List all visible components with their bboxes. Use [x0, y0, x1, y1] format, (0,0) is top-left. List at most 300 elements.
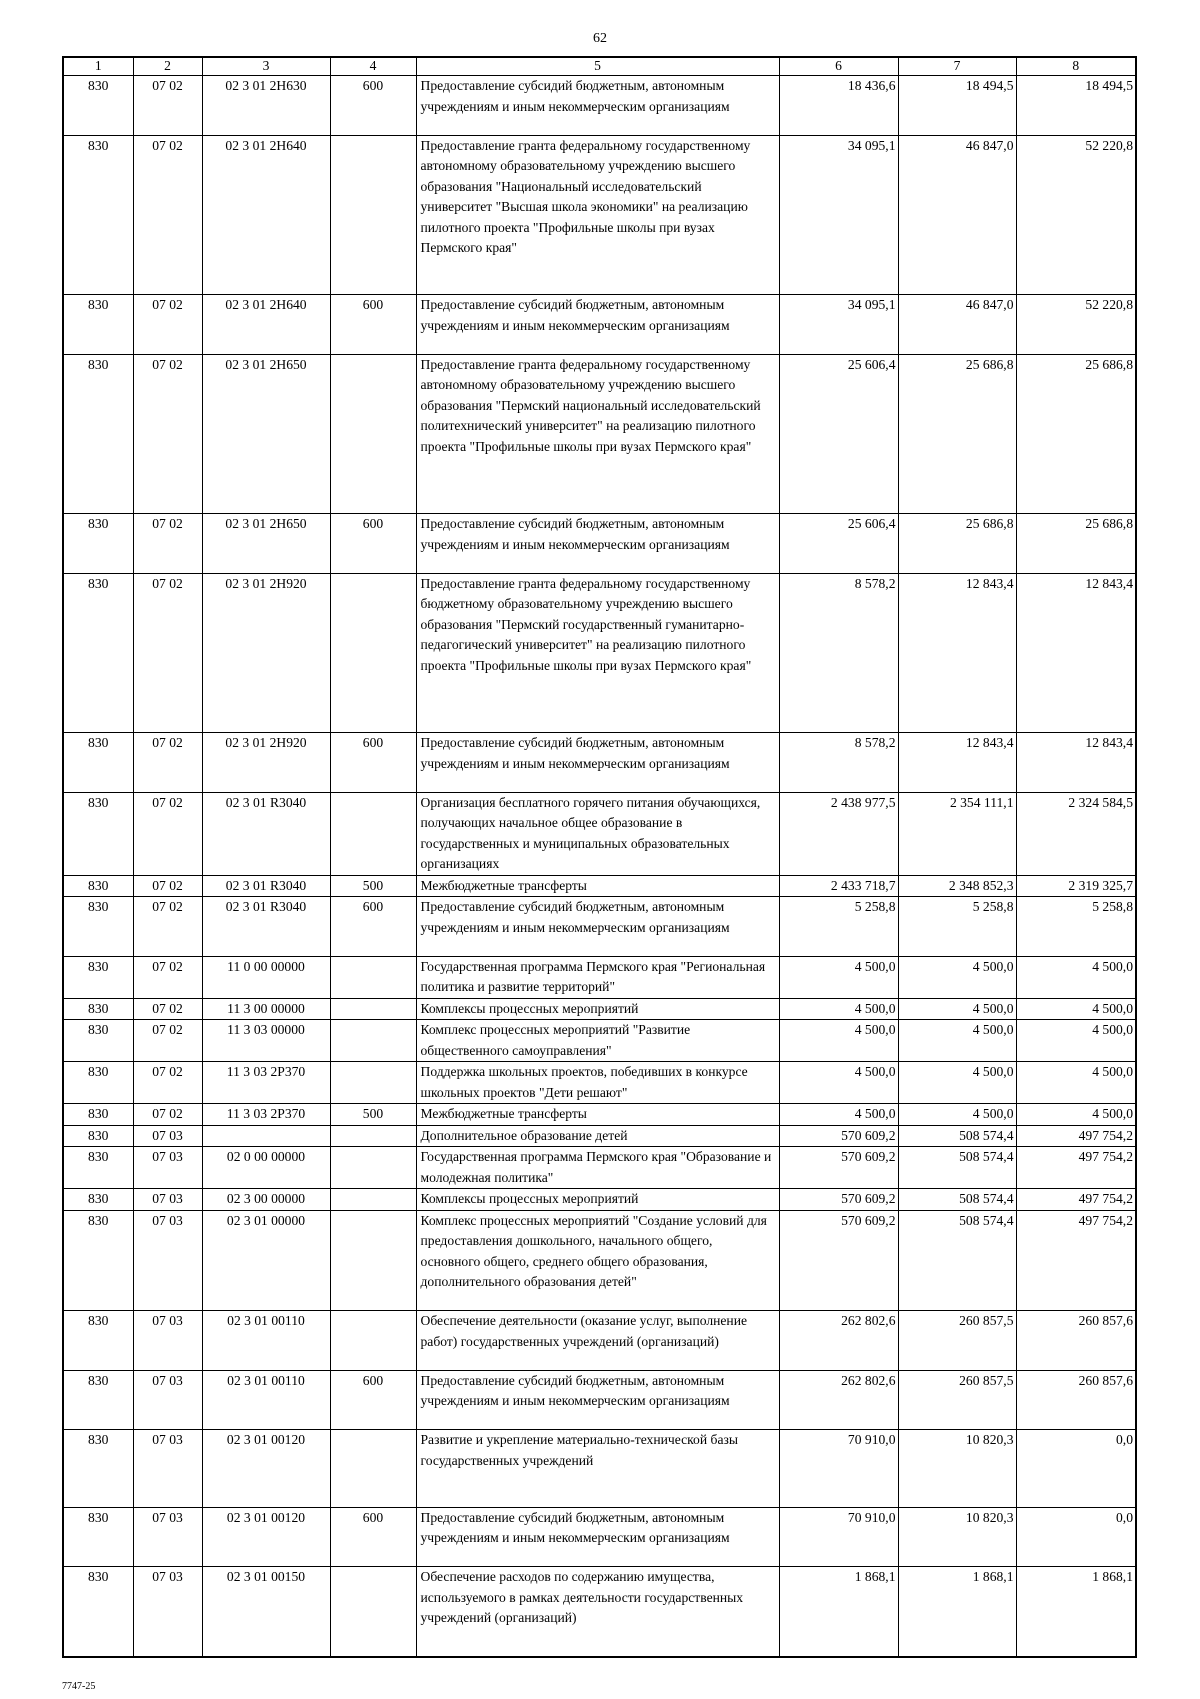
- cell-target-article: [202, 295, 330, 355]
- cell-amount-col8: [1016, 1210, 1136, 1311]
- cell-amount-col8-text: 12 843,4: [1085, 735, 1133, 750]
- cell-description-text: Предоставление субсидий бюджетным, автономным учреждениям и иным некоммерческим организациям: [420, 735, 730, 771]
- cell-target-article-text: 02 3 01 00110: [227, 1313, 305, 1328]
- cell-section-code: [133, 792, 202, 875]
- table-row: [63, 897, 1136, 957]
- cell-amount-col7: [898, 875, 1016, 897]
- cell-description-text: Межбюджетные трансферты: [420, 877, 587, 893]
- cell-amount-col7: [898, 733, 1016, 793]
- table-row: [63, 1147, 1136, 1189]
- cell-amount-col7: [898, 1125, 1016, 1147]
- cell-amount-col8-text: 52 220,8: [1085, 137, 1133, 153]
- cell-amount-col6: [779, 1311, 898, 1371]
- cell-description: [416, 354, 779, 514]
- cell-target-article: [202, 1210, 330, 1311]
- cell-amount-col6-text: 2 438 977,5: [830, 794, 896, 810]
- cell-expense-type: [330, 1020, 416, 1062]
- cell-amount-col7-text: 46 847,0: [965, 297, 1014, 312]
- cell-section-code-text: 07 02: [152, 137, 183, 153]
- cell-ministry-code: [63, 733, 133, 793]
- cell-target-article: [202, 875, 330, 897]
- cell-amount-col6-text: 18 436,6: [847, 78, 896, 93]
- cell-ministry-code-text: 830: [88, 1064, 109, 1079]
- cell-target-article: [202, 1507, 330, 1567]
- cell-amount-col7: [898, 1370, 1016, 1430]
- cell-amount-col8-text: 52 220,8: [1085, 297, 1133, 312]
- cell-section-code: [133, 897, 202, 957]
- cell-amount-col8: [1016, 1125, 1136, 1147]
- cell-description-text: Межбюджетные трансферты: [420, 1106, 587, 1121]
- cell-amount-col8-text: 18 494,5: [1085, 78, 1133, 93]
- cell-amount-col7-text: 10 820,3: [965, 1432, 1014, 1447]
- cell-description: [416, 875, 779, 897]
- cell-description-text: Комплексы процессных мероприятий: [420, 1000, 639, 1016]
- cell-amount-col7-text: 1 868,1: [972, 1569, 1014, 1584]
- table-row: [63, 875, 1136, 897]
- cell-amount-col7-text: 4 500,0: [972, 1064, 1014, 1079]
- cell-description: [416, 1210, 779, 1311]
- cell-amount-col6: [779, 76, 898, 136]
- table-row: [63, 1104, 1136, 1126]
- cell-amount-col8-text: 260 857,6: [1078, 1372, 1133, 1388]
- cell-expense-type-text: 600: [362, 1372, 384, 1388]
- cell-expense-type: [330, 1125, 416, 1147]
- cell-ministry-code: [63, 1430, 133, 1508]
- cell-description: [416, 792, 779, 875]
- cell-expense-type: [330, 1210, 416, 1311]
- table-row: [63, 1370, 1136, 1430]
- cell-amount-col7: [898, 135, 1016, 295]
- cell-target-article: [202, 76, 330, 136]
- cell-description-text: Комплекс процессных мероприятий "Развитие общественного самоуправления": [420, 1022, 691, 1058]
- cell-amount-col8-text: 2 319 325,7: [1068, 877, 1133, 893]
- cell-description-text: Предоставление субсидий бюджетным, автономным учреждениям и иным некоммерческим организациям: [420, 297, 730, 333]
- cell-description-text: Государственная программа Пермского края "Региональная политика и развитие территорий": [420, 958, 766, 994]
- cell-target-article-text: 02 3 01 R3040: [225, 899, 307, 914]
- cell-amount-col6-text: 4 500,0: [854, 958, 896, 974]
- cell-target-article-text: 11 3 03 2Р370: [226, 1106, 306, 1121]
- cell-ministry-code: [63, 1370, 133, 1430]
- table-row: [63, 1567, 1136, 1657]
- cell-amount-col8-text: 4 500,0: [1092, 1000, 1133, 1016]
- cell-description-text: Предоставление субсидий бюджетным, автономным учреждениям и иным некоммерческим организациям: [420, 899, 730, 935]
- cell-section-code: [133, 1430, 202, 1508]
- cell-amount-col8-text: 2 324 584,5: [1068, 794, 1133, 810]
- cell-amount-col8-text: 497 754,2: [1078, 1127, 1133, 1143]
- cell-amount-col6: [779, 1147, 898, 1189]
- page-number: 62: [593, 31, 607, 46]
- cell-amount-col7: [898, 1430, 1016, 1508]
- cell-amount-col7-text: 508 574,4: [959, 1212, 1014, 1228]
- column-header: 8: [1016, 57, 1136, 76]
- cell-amount-col8: [1016, 956, 1136, 998]
- cell-amount-col6-text: 5 258,8: [854, 899, 896, 914]
- cell-amount-col7: [898, 295, 1016, 355]
- table-row: [63, 998, 1136, 1020]
- cell-amount-col6: [779, 1210, 898, 1311]
- cell-description: [416, 295, 779, 355]
- cell-expense-type: [330, 998, 416, 1020]
- cell-section-code: [133, 1567, 202, 1657]
- cell-expense-type: [330, 1147, 416, 1189]
- cell-amount-col7-text: 25 686,8: [965, 356, 1014, 372]
- cell-target-article: [202, 956, 330, 998]
- cell-ministry-code-text: 830: [88, 1569, 109, 1584]
- cell-amount-col6: [779, 792, 898, 875]
- cell-description-text: Обеспечение расходов по содержанию имущества, используемого в рамках деятельности государственных учреждений (организаций): [420, 1569, 744, 1625]
- cell-description: [416, 998, 779, 1020]
- cell-description-text: Комплекс процессных мероприятий "Создание условий для предоставления дошкольного, начального общего, основного общего, среднего общего образования, дополнительного образования детей": [420, 1212, 767, 1289]
- cell-amount-col7-text: 2 348 852,3: [948, 877, 1014, 893]
- column-header: 7: [898, 57, 1016, 76]
- budget-table: [62, 56, 1137, 1658]
- cell-section-code-text: 07 03: [152, 1191, 183, 1206]
- cell-section-code-text: 07 03: [152, 1212, 183, 1228]
- cell-ministry-code: [63, 295, 133, 355]
- cell-amount-col8: [1016, 76, 1136, 136]
- cell-amount-col7: [898, 76, 1016, 136]
- cell-amount-col7-text: 12 843,4: [965, 735, 1014, 750]
- cell-section-code: [133, 135, 202, 295]
- column-header: 2: [133, 57, 202, 76]
- cell-amount-col7: [898, 1507, 1016, 1567]
- cell-ministry-code: [63, 1189, 133, 1211]
- cell-ministry-code: [63, 1147, 133, 1189]
- cell-section-code: [133, 1062, 202, 1104]
- cell-section-code: [133, 573, 202, 733]
- cell-amount-col6: [779, 1125, 898, 1147]
- cell-target-article-text: 02 3 01 2Н920: [225, 575, 307, 591]
- cell-amount-col6-text: 2 433 718,7: [830, 877, 896, 893]
- cell-amount-col6-text: 570 609,2: [841, 1191, 896, 1206]
- cell-amount-col7: [898, 1567, 1016, 1657]
- cell-amount-col7-text: 46 847,0: [965, 137, 1014, 153]
- cell-amount-col6-text: 4 500,0: [854, 1000, 896, 1016]
- cell-ministry-code-text: 830: [88, 899, 109, 914]
- cell-description: [416, 897, 779, 957]
- cell-section-code-text: 07 02: [152, 1022, 183, 1037]
- cell-expense-type: [330, 514, 416, 574]
- cell-amount-col6-text: 262 802,6: [841, 1372, 896, 1388]
- cell-amount-col7-text: 508 574,4: [959, 1191, 1014, 1206]
- cell-target-article: [202, 573, 330, 733]
- cell-section-code: [133, 1147, 202, 1189]
- cell-description: [416, 1507, 779, 1567]
- cell-ministry-code: [63, 897, 133, 957]
- cell-section-code: [133, 1020, 202, 1062]
- cell-expense-type-text: 600: [362, 297, 384, 312]
- cell-ministry-code-text: 830: [88, 1127, 109, 1143]
- table-row: [63, 135, 1136, 295]
- cell-amount-col7-text: 2 354 111,1: [949, 794, 1014, 810]
- cell-section-code-text: 07 03: [152, 1372, 183, 1388]
- cell-target-article-text: 02 3 01 2Н630: [225, 78, 307, 93]
- cell-target-article-text: 02 3 00 00000: [226, 1191, 306, 1206]
- cell-description: [416, 1189, 779, 1211]
- cell-amount-col6: [779, 135, 898, 295]
- cell-description-text: Предоставление субсидий бюджетным, автономным учреждениям и иным некоммерческим организациям: [420, 1509, 730, 1545]
- table-row: [63, 573, 1136, 733]
- cell-amount-col7-text: 4 500,0: [972, 1022, 1014, 1037]
- cell-amount-col8: [1016, 135, 1136, 295]
- cell-description-text: Предоставление субсидий бюджетным, автономным учреждениям и иным некоммерческим организациям: [420, 516, 730, 552]
- cell-target-article-text: 11 3 03 00000: [227, 1022, 305, 1037]
- cell-amount-col8-text: 4 500,0: [1092, 1106, 1133, 1121]
- cell-amount-col7: [898, 573, 1016, 733]
- cell-ministry-code: [63, 1125, 133, 1147]
- cell-amount-col8-text: 25 686,8: [1085, 516, 1133, 531]
- cell-amount-col6: [779, 573, 898, 733]
- cell-ministry-code-text: 830: [88, 735, 109, 750]
- table-row: [63, 1430, 1136, 1508]
- cell-amount-col7: [898, 1020, 1016, 1062]
- table-row: [63, 354, 1136, 514]
- cell-target-article-text: 02 3 01 2Н920: [225, 735, 307, 750]
- cell-ministry-code: [63, 956, 133, 998]
- cell-expense-type: [330, 875, 416, 897]
- cell-section-code: [133, 1210, 202, 1311]
- cell-amount-col8-text: 4 500,0: [1092, 1022, 1133, 1037]
- cell-section-code-text: 07 03: [152, 1313, 183, 1328]
- cell-ministry-code-text: 830: [88, 1000, 109, 1016]
- cell-amount-col6: [779, 354, 898, 514]
- cell-amount-col6-text: 4 500,0: [854, 1022, 896, 1037]
- cell-target-article: [202, 1125, 330, 1147]
- cell-amount-col7-text: 508 574,4: [959, 1149, 1014, 1164]
- cell-expense-type: [330, 897, 416, 957]
- cell-description: [416, 1370, 779, 1430]
- cell-section-code: [133, 956, 202, 998]
- cell-target-article: [202, 897, 330, 957]
- cell-amount-col8-text: 497 754,2: [1078, 1212, 1133, 1228]
- cell-amount-col7-text: 5 258,8: [972, 899, 1014, 914]
- cell-target-article: [202, 514, 330, 574]
- cell-ministry-code-text: 830: [88, 1212, 109, 1228]
- cell-description: [416, 1125, 779, 1147]
- cell-expense-type: [330, 135, 416, 295]
- cell-amount-col8: [1016, 514, 1136, 574]
- cell-expense-type: [330, 1311, 416, 1371]
- cell-amount-col7: [898, 956, 1016, 998]
- cell-section-code-text: 07 03: [152, 1569, 183, 1584]
- cell-amount-col6: [779, 998, 898, 1020]
- cell-description-text: Предоставление гранта федеральному государственному бюджетному образовательному учреждению высшего образования "Пермский государственный гуманитарно-педагогический университет" на реализацию пилотного проекта "Профильные школы при вузах Пермского края": [420, 575, 752, 673]
- cell-amount-col7: [898, 514, 1016, 574]
- table-body: [63, 76, 1136, 1657]
- cell-section-code: [133, 295, 202, 355]
- cell-amount-col7-text: 4 500,0: [972, 1000, 1014, 1016]
- cell-ministry-code: [63, 1020, 133, 1062]
- cell-description: [416, 1020, 779, 1062]
- cell-expense-type-text: 600: [362, 899, 384, 914]
- table-row: [63, 76, 1136, 136]
- cell-expense-type-text: 600: [362, 78, 384, 93]
- cell-amount-col6-text: 4 500,0: [854, 1064, 896, 1079]
- cell-amount-col6-text: 34 095,1: [847, 297, 896, 312]
- cell-section-code-text: 07 03: [152, 1127, 183, 1143]
- cell-section-code: [133, 998, 202, 1020]
- cell-amount-col8: [1016, 1430, 1136, 1508]
- cell-amount-col6: [779, 1430, 898, 1508]
- cell-target-article-text: 02 3 01 00120: [226, 1432, 306, 1447]
- cell-section-code-text: 07 03: [152, 1509, 183, 1525]
- cell-expense-type: [330, 354, 416, 514]
- cell-ministry-code-text: 830: [88, 1432, 109, 1447]
- cell-target-article-text: 02 0 00 00000: [226, 1149, 306, 1164]
- table-row: [63, 295, 1136, 355]
- cell-description: [416, 1062, 779, 1104]
- cell-section-code-text: 07 02: [152, 356, 183, 372]
- cell-amount-col8: [1016, 998, 1136, 1020]
- cell-expense-type: [330, 76, 416, 136]
- cell-section-code: [133, 1507, 202, 1567]
- cell-target-article-text: 02 3 01 2Н650: [225, 516, 307, 531]
- table-row: [63, 1311, 1136, 1371]
- cell-section-code: [133, 1125, 202, 1147]
- cell-target-article: [202, 1370, 330, 1430]
- cell-amount-col8: [1016, 1189, 1136, 1211]
- cell-target-article-text: 02 3 01 00110: [227, 1372, 305, 1388]
- cell-amount-col7-text: 4 500,0: [972, 958, 1014, 974]
- cell-expense-type: [330, 733, 416, 793]
- cell-target-article: [202, 1430, 330, 1508]
- cell-amount-col8-text: 497 754,2: [1078, 1191, 1133, 1206]
- cell-target-article: [202, 1189, 330, 1211]
- cell-section-code-text: 07 02: [152, 516, 183, 531]
- cell-section-code-text: 07 02: [152, 1064, 183, 1079]
- cell-section-code-text: 07 02: [152, 297, 183, 312]
- cell-ministry-code-text: 830: [88, 1106, 109, 1121]
- cell-target-article: [202, 1567, 330, 1657]
- cell-expense-type-text: 600: [362, 516, 384, 531]
- table-row: [63, 1507, 1136, 1567]
- cell-amount-col6-text: 1 868,1: [854, 1569, 896, 1584]
- cell-amount-col6-text: 570 609,2: [841, 1212, 896, 1228]
- cell-section-code: [133, 1311, 202, 1371]
- cell-target-article-text: 02 3 01 00120: [226, 1509, 306, 1525]
- column-header: 6: [779, 57, 898, 76]
- cell-section-code-text: 07 03: [152, 1149, 183, 1164]
- cell-ministry-code: [63, 354, 133, 514]
- cell-section-code-text: 07 02: [152, 958, 183, 974]
- cell-expense-type: [330, 956, 416, 998]
- table-row: [63, 1020, 1136, 1062]
- cell-expense-type: [330, 1104, 416, 1126]
- cell-amount-col7-text: 12 843,4: [965, 575, 1014, 591]
- cell-ministry-code-text: 830: [88, 78, 109, 93]
- cell-amount-col8: [1016, 573, 1136, 733]
- cell-amount-col7-text: 260 857,5: [959, 1372, 1014, 1388]
- cell-amount-col6-text: 70 910,0: [847, 1509, 896, 1525]
- cell-amount-col8: [1016, 733, 1136, 793]
- cell-section-code: [133, 875, 202, 897]
- cell-section-code-text: 07 02: [152, 575, 183, 591]
- cell-amount-col8: [1016, 1311, 1136, 1371]
- cell-target-article: [202, 998, 330, 1020]
- table-row: [63, 956, 1136, 998]
- cell-target-article-text: 02 3 01 R3040: [225, 794, 307, 810]
- cell-amount-col6-text: 8 578,2: [854, 735, 896, 750]
- cell-amount-col8: [1016, 1567, 1136, 1657]
- cell-section-code-text: 07 03: [152, 1432, 183, 1447]
- cell-amount-col7-text: 18 494,5: [965, 78, 1014, 93]
- column-number-row: [63, 57, 1136, 76]
- cell-description: [416, 1430, 779, 1508]
- cell-description-text: Развитие и укрепление материально-технической базы государственных учреждений: [420, 1432, 738, 1468]
- cell-expense-type-text: 600: [362, 735, 384, 750]
- table-row: [63, 1125, 1136, 1147]
- cell-ministry-code: [63, 1210, 133, 1311]
- cell-description-text: Комплексы процессных мероприятий: [420, 1191, 639, 1206]
- cell-amount-col8: [1016, 1062, 1136, 1104]
- cell-target-article-text: 02 3 01 2Н640: [225, 137, 307, 153]
- cell-description-text: Дополнительное образование детей: [420, 1127, 628, 1143]
- cell-amount-col8: [1016, 1104, 1136, 1126]
- cell-amount-col8: [1016, 1507, 1136, 1567]
- cell-amount-col7-text: 10 820,3: [965, 1509, 1014, 1525]
- column-header: 4: [330, 57, 416, 76]
- cell-section-code: [133, 514, 202, 574]
- cell-section-code: [133, 1189, 202, 1211]
- cell-ministry-code: [63, 514, 133, 574]
- cell-amount-col7: [898, 354, 1016, 514]
- cell-target-article-text: 02 3 01 00150: [226, 1569, 306, 1584]
- cell-target-article-text: 11 3 00 00000: [227, 1000, 305, 1016]
- cell-amount-col6: [779, 1062, 898, 1104]
- cell-ministry-code-text: 830: [88, 1313, 109, 1328]
- cell-section-code-text: 07 02: [152, 735, 183, 750]
- cell-amount-col7: [898, 1311, 1016, 1371]
- cell-ministry-code-text: 830: [88, 1191, 109, 1206]
- cell-description: [416, 1567, 779, 1657]
- cell-expense-type: [330, 1062, 416, 1104]
- cell-section-code: [133, 733, 202, 793]
- cell-amount-col8-text: 4 500,0: [1092, 958, 1133, 974]
- cell-section-code: [133, 1104, 202, 1126]
- cell-target-article: [202, 1104, 330, 1126]
- cell-description: [416, 1104, 779, 1126]
- cell-description-text: Предоставление гранта федеральному государственному автономному образовательному учреждению высшего образования "Пермский национальный исследовательский политехнический университет" на реализацию пилотного проекта "Профильные школы при вузах Пермского края": [420, 356, 761, 454]
- cell-target-article: [202, 1311, 330, 1371]
- cell-amount-col6-text: 570 609,2: [841, 1127, 896, 1143]
- cell-amount-col7: [898, 1210, 1016, 1311]
- column-header: 1: [63, 57, 133, 76]
- cell-ministry-code-text: 830: [88, 297, 109, 312]
- cell-amount-col8: [1016, 792, 1136, 875]
- table-row: [63, 733, 1136, 793]
- cell-ministry-code-text: 830: [88, 1149, 109, 1164]
- cell-amount-col6: [779, 956, 898, 998]
- cell-target-article-text: 11 0 00 00000: [227, 958, 305, 974]
- cell-expense-type: [330, 1430, 416, 1508]
- cell-section-code: [133, 1370, 202, 1430]
- cell-amount-col8-text: 1 868,1: [1092, 1569, 1133, 1584]
- cell-ministry-code: [63, 1062, 133, 1104]
- cell-target-article: [202, 135, 330, 295]
- cell-amount-col7-text: 260 857,5: [959, 1313, 1014, 1328]
- cell-ministry-code-text: 830: [88, 575, 109, 591]
- cell-amount-col6-text: 70 910,0: [847, 1432, 896, 1447]
- cell-amount-col6-text: 570 609,2: [841, 1149, 896, 1164]
- cell-target-article: [202, 1147, 330, 1189]
- cell-amount-col6: [779, 1020, 898, 1062]
- cell-target-article-text: 02 3 01 R3040: [225, 877, 307, 893]
- cell-amount-col7-text: 4 500,0: [972, 1106, 1014, 1121]
- cell-expense-type: [330, 295, 416, 355]
- cell-ministry-code: [63, 875, 133, 897]
- cell-target-article: [202, 792, 330, 875]
- cell-description-text: Предоставление субсидий бюджетным, автономным учреждениям и иным некоммерческим организациям: [420, 78, 730, 114]
